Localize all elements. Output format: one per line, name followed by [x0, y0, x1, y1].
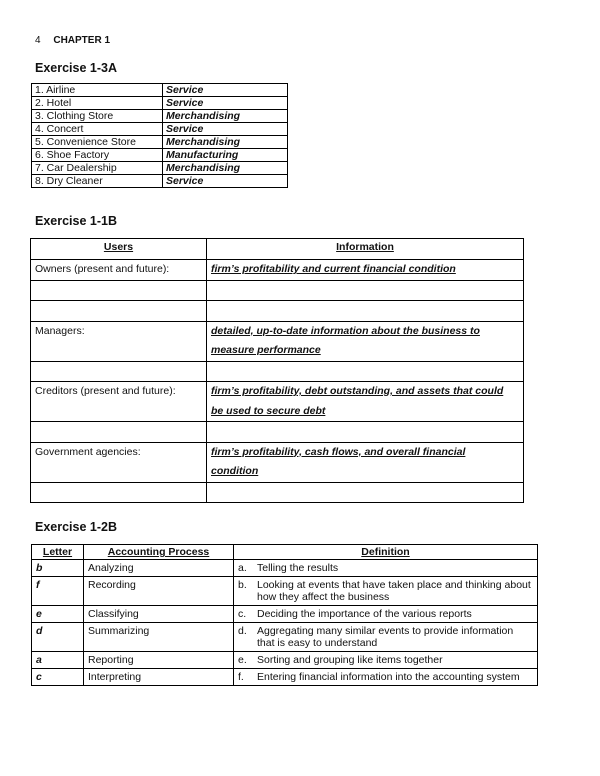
table-row	[31, 280, 524, 301]
information-cell: firm’s profitability, cash flows, and overall financial	[207, 442, 524, 462]
table-row	[31, 321, 524, 341]
business-cell: 5. Convenience Store	[32, 136, 163, 149]
page-number: 4	[35, 35, 41, 46]
table-row	[32, 669, 538, 686]
information-cell: be used to secure debt	[207, 402, 524, 422]
exercise-1-3a-title: Exercise 1-3A	[35, 61, 118, 75]
definition-text: Deciding the importance of the various reports	[257, 608, 472, 620]
definition-label: e.	[238, 654, 247, 666]
information-cell	[207, 482, 524, 503]
information-cell	[207, 361, 524, 382]
letter-cell: e	[32, 606, 84, 623]
table-row	[31, 422, 524, 443]
exercise-1-1b-title: Exercise 1-1B	[35, 214, 118, 228]
information-cell: firm’s profitability, debt outstanding, and assets that could	[207, 382, 524, 402]
letter-cell: f	[32, 577, 84, 606]
business-cell: 1. Airline	[32, 84, 163, 97]
definition-label: c.	[238, 608, 247, 620]
letter-cell: c	[32, 669, 84, 686]
definition-text: Sorting and grouping like items together	[257, 654, 443, 666]
definition-text: Aggregating many similar events to provide information that is easy to understand	[257, 625, 514, 649]
information-cell: firm’s profitability and current financial condition	[207, 260, 524, 281]
letter-cell: d	[32, 623, 84, 652]
exercise-1-2b-title: Exercise 1-2B	[35, 520, 118, 534]
user-cell: Owners (present and future):	[31, 260, 207, 281]
definition-label: f.	[238, 671, 244, 683]
table-row	[32, 84, 288, 97]
information-header: Information	[207, 239, 524, 260]
table-row	[32, 97, 288, 110]
business-type-cell: Service	[163, 97, 288, 110]
table-row	[32, 123, 288, 136]
business-cell: 6. Shoe Factory	[32, 149, 163, 162]
process-cell: Reporting	[84, 652, 234, 669]
table-row	[31, 442, 524, 462]
definition-text: Entering financial information into the accounting system	[257, 671, 520, 683]
information-cell: condition	[207, 462, 524, 482]
business-cell: 4. Concert	[32, 123, 163, 136]
definition-cell	[234, 560, 538, 577]
letter-cell: a	[32, 652, 84, 669]
information-cell: detailed, up-to-date information about the business to	[207, 321, 524, 341]
user-cell: Managers:	[31, 321, 207, 341]
business-type-cell: Merchandising	[163, 162, 288, 175]
user-cell	[31, 280, 207, 301]
process-cell: Analyzing	[84, 560, 234, 577]
definition-cell	[234, 652, 538, 669]
table-row	[31, 482, 524, 503]
table-row	[31, 462, 524, 482]
process-cell: Interpreting	[84, 669, 234, 686]
user-cell	[31, 462, 207, 482]
table-row	[32, 110, 288, 123]
business-type-cell: Service	[163, 175, 288, 188]
business-cell: 3. Clothing Store	[32, 110, 163, 123]
table-row	[32, 175, 288, 188]
exercise-1-1b-table	[30, 238, 524, 503]
letter-header: Letter	[32, 545, 84, 560]
table-row	[32, 577, 538, 606]
table-row	[31, 341, 524, 361]
table-row	[32, 162, 288, 175]
definition-header: Definition	[234, 545, 538, 560]
page-header	[35, 35, 110, 46]
definition-cell	[234, 577, 538, 606]
business-cell: 2. Hotel	[32, 97, 163, 110]
definition-label: a.	[238, 562, 247, 574]
table-row	[31, 402, 524, 422]
definition-text: Telling the results	[257, 562, 339, 574]
table-row	[32, 652, 538, 669]
definition-cell	[234, 623, 538, 652]
user-cell	[31, 341, 207, 361]
user-cell: Creditors (present and future):	[31, 382, 207, 402]
information-cell	[207, 301, 524, 322]
definition-cell	[234, 606, 538, 623]
table-row	[31, 301, 524, 322]
process-cell: Summarizing	[84, 623, 234, 652]
table-row	[32, 560, 538, 577]
business-type-cell: Merchandising	[163, 136, 288, 149]
business-cell: 8. Dry Cleaner	[32, 175, 163, 188]
table-row	[32, 136, 288, 149]
process-cell: Classifying	[84, 606, 234, 623]
users-header: Users	[31, 239, 207, 260]
table-row	[31, 260, 524, 281]
user-cell	[31, 422, 207, 443]
exercise-1-2b-table	[31, 544, 538, 686]
table-row	[32, 606, 538, 623]
user-cell	[31, 301, 207, 322]
user-cell	[31, 482, 207, 503]
table-row	[31, 361, 524, 382]
business-type-cell: Service	[163, 123, 288, 136]
chapter-title: CHAPTER 1	[53, 35, 111, 46]
user-cell	[31, 402, 207, 422]
business-cell: 7. Car Dealership	[32, 162, 163, 175]
definition-label: b.	[238, 579, 247, 591]
letter-cell: b	[32, 560, 84, 577]
definition-label: d.	[238, 625, 247, 637]
user-cell	[31, 361, 207, 382]
process-cell: Recording	[84, 577, 234, 606]
table-row	[32, 149, 288, 162]
business-type-cell: Manufacturing	[163, 149, 288, 162]
definition-text: Looking at events that have taken place and thinking about how they affect the business	[257, 579, 531, 603]
information-cell: measure performance	[207, 341, 524, 361]
table-row	[31, 382, 524, 402]
user-cell: Government agencies:	[31, 442, 207, 462]
accounting-process-header: Accounting Process	[84, 545, 234, 560]
information-cell	[207, 422, 524, 443]
exercise-1-3a-table	[31, 83, 288, 188]
information-cell	[207, 280, 524, 301]
business-type-cell: Merchandising	[163, 110, 288, 123]
table-row	[32, 623, 538, 652]
definition-cell	[234, 669, 538, 686]
business-type-cell: Service	[163, 84, 288, 97]
